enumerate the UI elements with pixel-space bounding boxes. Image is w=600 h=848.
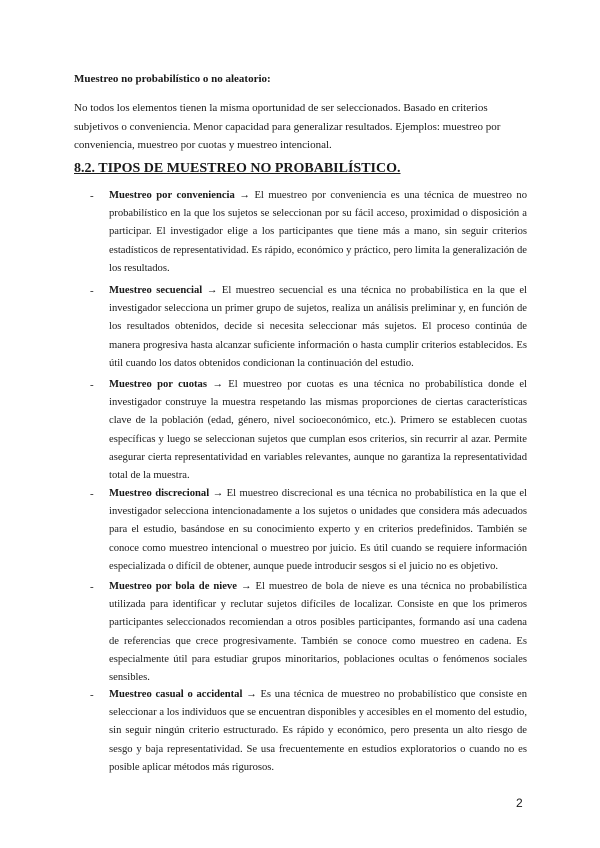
arrow-icon: → [206,379,229,390]
intro-paragraph: No todos los elementos tienen la misma oportunidad de ser seleccionados. Basado en criterios subjetivos o conveniencia. Menor capacidad para generalizar resultados. Ejemplos: muestreo por conveniencia, muestreo por cuotas y muestreo intencional. [74,102,501,151]
arrow-icon: → [242,689,261,700]
term-description: El muestreo de bola de nieve es una técnica no probabilística utilizada para identificar y reclutar sujetos difíciles de localizar. Consiste en que los primeros participantes seleccionados recomiendan a otros posibles participantes, formando así una cadena de referencias que crece progresivamente. También se conoce como muestreo en cadena. Es especialmente útil para estudiar grupos minoritarios, poblaciones ocultas o fenómenos sociales sensibles. [109,581,528,684]
bullet-dash: - [90,379,94,391]
term-label: Muestreo por bola de nieve [109,581,237,592]
section-title: 8.2. TIPOS DE MUESTREO NO PROBABILÍSTICO. [74,161,401,176]
term-label: Muestreo discrecional [109,488,210,499]
term-description: Es una técnica de muestreo no probabilístico que consiste en seleccionar a los individuos que se encuentran disponibles y accesibles en el momento del estudio, sin seguir ningún criterio estructurado. Es rápido y económico, pero presenta un alto riesgo de sesgo y baja representatividad. Se usa frecuentemente en estudios exploratorios o cuando no es posible aplicar métodos más rigurosos. [109,689,527,773]
bullet-dash: - [90,488,94,500]
term-description: El muestreo discrecional es una técnica no probabilística en la que el investigador selecciona intencionadamente a los sujetos o unidades que considera más adecuados para el estudio, basándose en su conocimiento experto y en criterios predefinidos. También se conoce como muestreo intencional o muestreo por juicio. Es útil cuando se requiere información especializada o difícil de obtener, aunque puede introducir sesgos si el juicio no es objetivo. [109,488,527,572]
arrow-icon: → [202,285,222,296]
list-item-text [109,686,527,777]
bullet-dash: - [90,190,94,202]
page-number: 2 [516,796,523,810]
arrow-icon: → [209,488,227,499]
list-item-text [109,578,527,687]
bullet-dash: - [90,285,94,297]
term-label: Muestreo secuencial [109,285,203,296]
list-item-text [109,376,527,485]
term-description: El muestreo secuencial es una técnica no probabilística en la que el investigador selecciona un primer grupo de sujetos, realiza un análisis preliminar y, en función de los resultados obtenidos, decide si necesita seleccionar más sujetos. El proceso continúa de manera progresiva hasta alcanzar suficiente información o hasta cumplir criterios establecidos. Es útil cuando los datos obtenidos condicionan la continuación del estudio. [109,285,527,369]
list-item-text [109,485,527,576]
arrow-icon: → [236,581,256,592]
list-item-text [109,282,527,373]
term-label: Muestreo por conveniencia [109,190,235,201]
term-description: El muestreo por cuotas es una técnica no probabilística donde el investigador construye la muestra respetando las mismas proporciones de ciertas características clave de la población (edad, género, nivel socioeconómico, etc.). Primero se establecen cuotas específicas y luego se seleccionan sujetos que cumplan esos criterios, sin recurrir al azar. Permite asegurar cierta representatividad en variables relevantes, aunque no garantiza la representatividad total de la muestra. [109,379,528,482]
list-item-text [109,187,527,278]
bullet-dash: - [90,689,94,701]
term-description: El muestreo por conveniencia es una técnica de muestreo no probabilístico en la que los sujetos se seleccionan por su fácil acceso, proximidad o disposición a participar. El investigador elige a los participantes que tiene más a mano, sin seguir criterios estadísticos de representatividad. Es rápido, económico y práctico, pero limita la generalización de los resultados. [109,190,527,274]
bullet-dash: - [90,581,94,593]
term-label: Muestreo por cuotas [109,379,207,390]
arrow-icon: → [234,190,255,201]
term-label: Muestreo casual o accidental [109,689,243,700]
intro-heading: Muestreo no probabilístico o no aleatorio: [74,73,271,85]
